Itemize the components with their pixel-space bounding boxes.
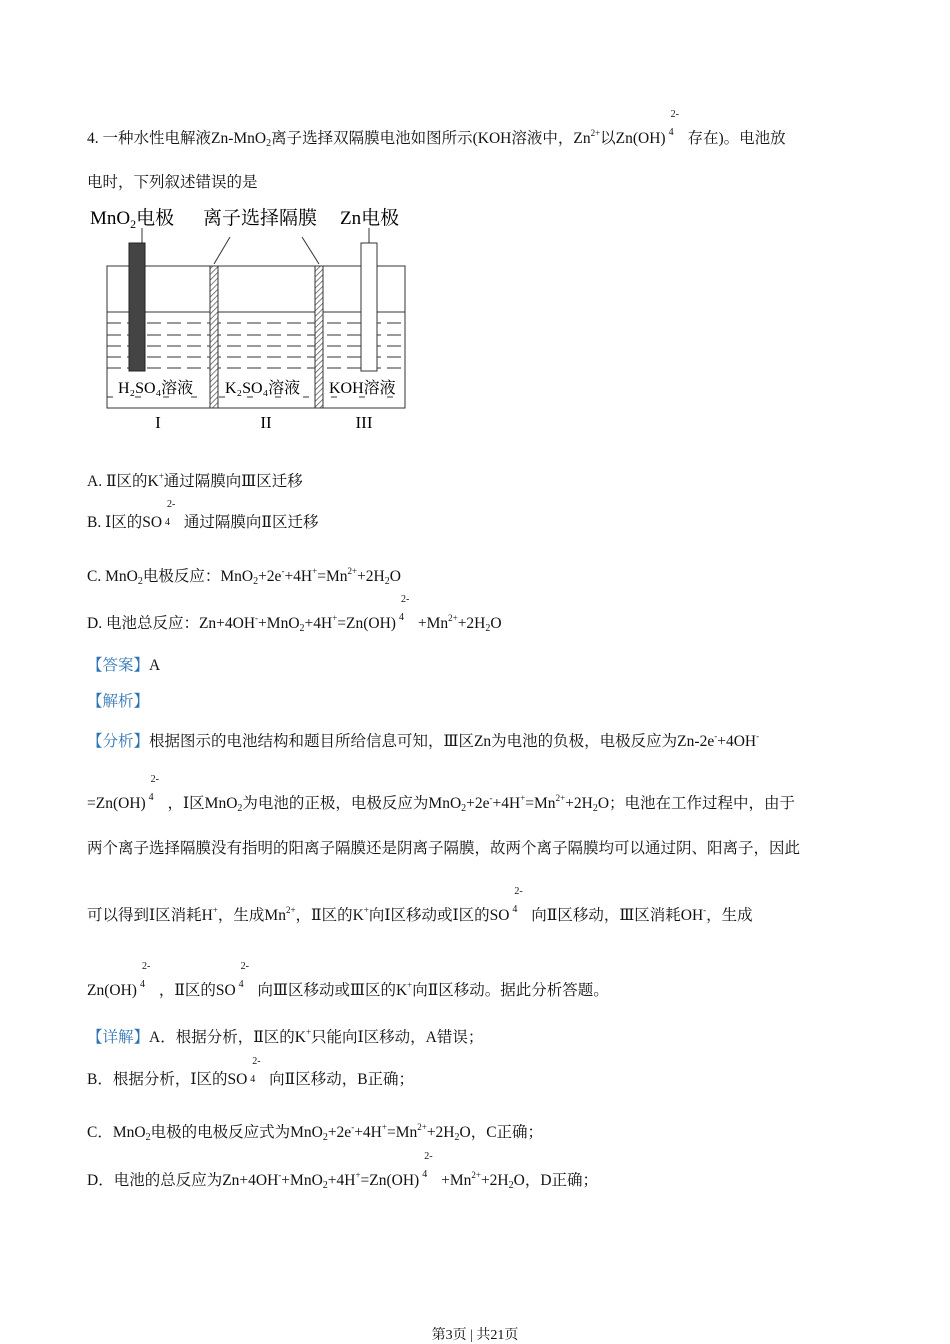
mno2-electrode bbox=[129, 243, 145, 371]
text: +2e bbox=[327, 1124, 352, 1141]
text: ，生成Mn bbox=[217, 907, 286, 924]
superscript: + bbox=[407, 980, 413, 990]
superscript: - bbox=[703, 905, 707, 915]
detail-line bbox=[87, 1151, 599, 1196]
solution-label-3: KOH溶液 bbox=[329, 380, 396, 397]
text: +4H bbox=[284, 568, 313, 585]
superscript: + bbox=[381, 1122, 387, 1132]
text: +MnO bbox=[281, 1172, 323, 1189]
subscript: 2 bbox=[592, 803, 598, 814]
text: B．根据分析，Ⅰ区的SO bbox=[87, 1071, 248, 1088]
ion-charge bbox=[419, 1151, 437, 1185]
text: 只能向Ⅰ区移动，A错误； bbox=[311, 1029, 484, 1046]
subscript: 2 bbox=[299, 623, 305, 634]
charge: 2- bbox=[514, 886, 523, 897]
membrane-right bbox=[315, 266, 323, 408]
text: B. Ⅰ区的SO bbox=[87, 514, 163, 531]
question-line bbox=[87, 173, 258, 193]
superscript: + bbox=[355, 1170, 361, 1180]
text: 存在)。电池放 bbox=[683, 130, 786, 147]
region-label: II bbox=[260, 413, 272, 432]
text: 离子选择双隔膜电池如图所示(KOH溶液中，Zn bbox=[271, 130, 591, 147]
subscript: 2 bbox=[454, 1132, 460, 1143]
question-line bbox=[87, 109, 786, 154]
superscript: + bbox=[363, 905, 369, 915]
charge: 2- bbox=[141, 961, 151, 972]
text: C. MnO bbox=[87, 568, 138, 585]
text: +2H bbox=[357, 568, 385, 585]
text: =Zn(OH) bbox=[360, 1172, 420, 1189]
analysis-line bbox=[87, 774, 796, 819]
charge: 2- bbox=[424, 1151, 433, 1162]
region-label: I bbox=[155, 413, 161, 432]
superscript: 2+ bbox=[417, 1122, 427, 1132]
ion-charge bbox=[236, 961, 254, 995]
analysis-tag: 【解析】 bbox=[87, 693, 150, 710]
ion-charge bbox=[137, 961, 155, 995]
solution-label-2: K₂SO₄溶液 bbox=[225, 380, 301, 397]
subscript: 4 bbox=[250, 1074, 256, 1085]
subscript: 4 bbox=[165, 517, 171, 528]
text: +MnO bbox=[258, 615, 300, 632]
charge: 2- bbox=[240, 961, 250, 972]
text: +Mn bbox=[437, 1172, 472, 1189]
detail-line bbox=[87, 1056, 415, 1090]
subscript: 4 bbox=[668, 127, 674, 138]
subscript: 2 bbox=[145, 1132, 151, 1143]
text: 通过隔膜向Ⅲ区迁移 bbox=[163, 473, 303, 490]
text: 向Ⅱ区移动，B正确； bbox=[265, 1071, 415, 1088]
subscript: 2 bbox=[322, 1180, 328, 1191]
superscript: + bbox=[158, 471, 164, 481]
superscript: + bbox=[520, 793, 526, 803]
text: C．MnO bbox=[87, 1124, 146, 1141]
text: +4OH bbox=[717, 733, 757, 750]
superscript: - bbox=[489, 793, 493, 803]
ion-charge bbox=[396, 594, 414, 628]
subscript: 4 bbox=[398, 612, 404, 623]
subscript: 2 bbox=[461, 803, 467, 814]
text: 4. 一种水性电解液Zn-MnO bbox=[87, 130, 267, 147]
section-tag: 【分析】 bbox=[87, 733, 150, 750]
superscript: 2+ bbox=[347, 566, 358, 576]
text: +4H bbox=[304, 615, 333, 632]
subscript: 2 bbox=[253, 576, 259, 587]
superscript: + bbox=[332, 613, 338, 623]
ion-charge bbox=[247, 1056, 265, 1090]
answer-value: A bbox=[149, 657, 161, 674]
subscript: 2 bbox=[322, 1132, 328, 1143]
text: +2H bbox=[480, 1172, 509, 1189]
text: 向Ⅰ区移动或Ⅰ区的SO bbox=[368, 907, 510, 924]
battery-diagram bbox=[86, 200, 416, 440]
text: O，C正确； bbox=[459, 1124, 544, 1141]
text: +2H bbox=[426, 1124, 455, 1141]
subscript: 4 bbox=[139, 979, 145, 990]
superscript: + bbox=[305, 1027, 312, 1037]
charge: 2- bbox=[167, 499, 176, 510]
text: 根据图示的电池结构和题目所给信息可知，Ⅲ区Zn为电池的负极，电极反应为Zn-2e bbox=[149, 733, 715, 750]
solution-label-1: H₂SO₄溶液 bbox=[118, 380, 194, 397]
zn-electrode bbox=[361, 243, 377, 371]
text: +4H bbox=[327, 1172, 356, 1189]
text: D．电池的总反应为Zn+4OH bbox=[87, 1172, 279, 1189]
ion-charge bbox=[162, 499, 180, 533]
subscript: 4 bbox=[512, 904, 518, 915]
membrane-label: 离子选择隔膜 bbox=[203, 208, 318, 229]
subscript: 2 bbox=[384, 576, 390, 587]
mno2-electrode-label: MnO$_2$电极 bbox=[90, 208, 175, 231]
subscript: 2 bbox=[237, 803, 243, 814]
option-a bbox=[87, 466, 303, 492]
analysis-line bbox=[87, 839, 800, 859]
text: 通过隔膜向Ⅱ区迁移 bbox=[180, 514, 319, 531]
superscript: + bbox=[212, 905, 218, 915]
superscript: - bbox=[278, 1170, 282, 1180]
text: O，D正确； bbox=[513, 1172, 599, 1189]
superscript: 2+ bbox=[448, 613, 458, 623]
text: O；电池在工作过程中，由于 bbox=[597, 795, 796, 812]
text: +2H bbox=[565, 795, 593, 812]
section-tag: 【详解】 bbox=[87, 1029, 150, 1046]
text: 电极的电极反应式为MnO bbox=[150, 1124, 323, 1141]
text: +4H bbox=[492, 795, 521, 812]
charge: 2- bbox=[670, 109, 679, 120]
text: ，生成 bbox=[706, 907, 753, 924]
answer-line bbox=[87, 656, 160, 676]
text: O bbox=[490, 615, 502, 632]
subscript: 4 bbox=[238, 979, 244, 990]
text: ，Ⅰ区MnO bbox=[163, 795, 238, 812]
subscript: 2 bbox=[508, 1180, 514, 1191]
detail-line bbox=[87, 1022, 483, 1048]
subscript: 2 bbox=[137, 576, 143, 587]
option-d bbox=[87, 594, 502, 639]
subscript: 4 bbox=[148, 792, 154, 803]
detail-line bbox=[87, 1117, 543, 1148]
analysis-line bbox=[87, 961, 609, 1001]
text: 可以得到Ⅰ区消耗H bbox=[87, 907, 213, 924]
option-b bbox=[87, 499, 319, 533]
text: =Mn bbox=[386, 1124, 418, 1141]
text: =Mn bbox=[525, 795, 556, 812]
text: ，Ⅱ区的K bbox=[295, 907, 364, 924]
option-c bbox=[87, 561, 401, 592]
text: +2H bbox=[457, 615, 486, 632]
text: 向Ⅱ区移动。据此分析答题。 bbox=[412, 982, 609, 999]
text: D. 电池总反应：Zn+4OH bbox=[87, 615, 256, 632]
superscript: - bbox=[756, 731, 760, 741]
page-footer: 第3页 | 共21页 bbox=[431, 1328, 519, 1343]
charge: 2- bbox=[150, 774, 160, 785]
subscript: 2 bbox=[266, 138, 272, 149]
text: =Zn(OH) bbox=[87, 795, 146, 812]
ion-charge bbox=[146, 774, 164, 808]
text: A. Ⅱ区的K bbox=[87, 473, 159, 490]
text: O bbox=[389, 568, 401, 585]
superscript: 2+ bbox=[471, 1170, 481, 1180]
superscript: - bbox=[351, 1122, 355, 1132]
superscript: - bbox=[255, 613, 259, 623]
text: =Mn bbox=[317, 568, 348, 585]
text: Zn(OH) bbox=[87, 982, 137, 999]
text: +Mn bbox=[413, 615, 449, 632]
text: 以Zn(OH) bbox=[600, 130, 666, 147]
text: 电时，下列叙述错误的是 bbox=[87, 174, 258, 191]
superscript: 2+ bbox=[285, 905, 296, 915]
superscript: + bbox=[312, 566, 318, 576]
ion-charge bbox=[509, 886, 527, 920]
superscript: 2+ bbox=[555, 793, 566, 803]
text: 为电池的正极，电极反应为MnO bbox=[242, 795, 462, 812]
analysis-line bbox=[87, 726, 759, 752]
text: =Zn(OH) bbox=[337, 615, 396, 632]
superscript: - bbox=[281, 566, 285, 576]
text: +2e bbox=[466, 795, 490, 812]
region-label: III bbox=[355, 413, 373, 432]
text: 向Ⅱ区移动，Ⅲ区消耗OH bbox=[527, 907, 704, 924]
zn-electrode-label: Zn电极 bbox=[340, 208, 400, 229]
subscript: 4 bbox=[422, 1169, 428, 1180]
analysis-line bbox=[87, 886, 753, 926]
superscript: 2+ bbox=[590, 128, 601, 138]
superscript: - bbox=[714, 731, 718, 741]
charge: 2- bbox=[252, 1056, 261, 1067]
text: +2e bbox=[258, 568, 282, 585]
text: +4H bbox=[354, 1124, 382, 1141]
membrane-left bbox=[210, 266, 218, 408]
text: ，Ⅱ区的SO bbox=[154, 982, 236, 999]
ion-charge bbox=[666, 109, 684, 143]
text: 两个离子选择隔膜没有指明的阳离子隔膜还是阴离子隔膜，故两个离子隔膜均可以通过阴、阳离子，因此 bbox=[87, 840, 801, 857]
answer-tag: 【答案】 bbox=[87, 657, 150, 674]
text: 向Ⅲ区移动或Ⅲ区的K bbox=[253, 982, 408, 999]
charge: 2- bbox=[400, 594, 410, 605]
text: A．根据分析，Ⅱ区的K bbox=[149, 1029, 306, 1046]
text: 电极反应：MnO bbox=[142, 568, 254, 585]
subscript: 2 bbox=[485, 623, 491, 634]
